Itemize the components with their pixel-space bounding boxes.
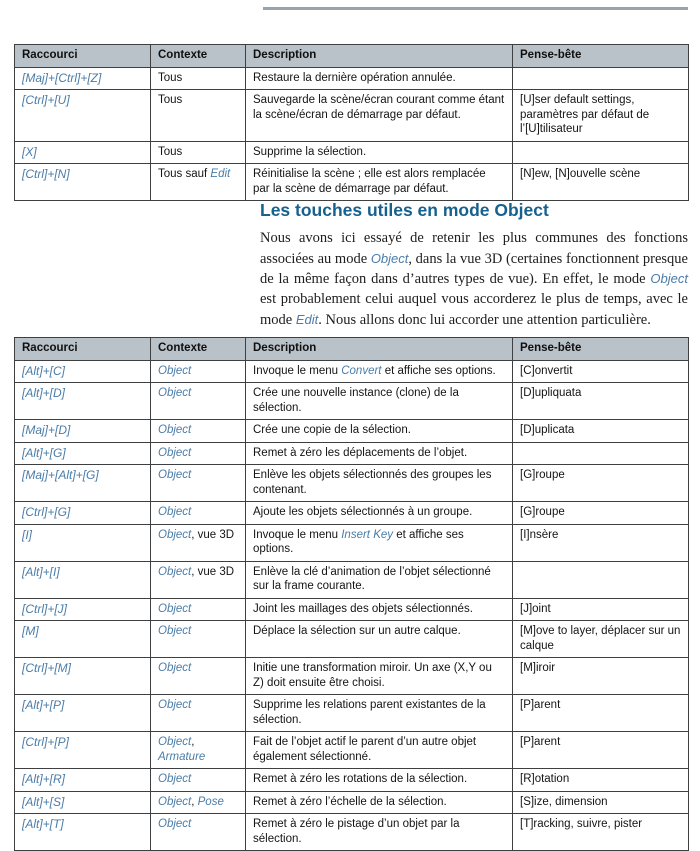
- section-heading: Les touches utiles en mode Object: [260, 200, 549, 220]
- emphasis-text: Object: [158, 699, 192, 711]
- column-header: Contexte: [151, 45, 246, 68]
- shortcut-cell: [Ctrl]+[U]: [15, 90, 151, 142]
- text-run: [I]nsère: [520, 528, 559, 541]
- column-header: Raccourci: [15, 338, 151, 361]
- table-row: [15, 732, 689, 769]
- text-run: [P]arent: [520, 699, 561, 711]
- mnemonic-cell: [513, 360, 689, 383]
- table-row: [15, 769, 689, 792]
- mnemonic-cell: [513, 442, 689, 465]
- description-cell: [246, 598, 513, 621]
- mnemonic-cell: [513, 561, 689, 598]
- shortcut-cell: [Maj]+[Alt]+[G]: [15, 465, 151, 502]
- table-row: [15, 383, 689, 420]
- description-cell: [246, 164, 513, 201]
- emphasis-text: Object: [650, 271, 688, 287]
- top-shortcut-table: [14, 44, 689, 201]
- text-run: Remet à zéro les déplacements de l’objet.: [253, 446, 468, 459]
- description-cell: [246, 383, 513, 420]
- table-row: [15, 598, 689, 621]
- header-row: [15, 338, 689, 361]
- text-run: Tous: [158, 145, 183, 158]
- shortcut-cell: [Ctrl]+[J]: [15, 598, 151, 621]
- text-run: . Nous allons donc lui accorder une attention particulière.: [318, 311, 651, 328]
- description-cell: [246, 561, 513, 598]
- text-run: [J]oint: [520, 602, 551, 615]
- text-run: [D]uplicata: [520, 424, 575, 436]
- object-mode-shortcut-table: [14, 337, 689, 851]
- text-run: est probablement celui auquel vous accorderez le plus de temps, avec le mode: [260, 291, 688, 328]
- table-row: [15, 658, 689, 695]
- table-row: [15, 141, 689, 164]
- text-run: , dans la vue 3D (certaines fonctionnent presque de la même façon dans d’autres types de vue). En effet, le mode: [260, 250, 688, 288]
- shortcut-cell: [Alt]+[P]: [15, 695, 151, 732]
- text-run: [U]ser default settings, paramètres par défaut de l’[U]tilisateur: [520, 94, 650, 135]
- description-cell: [246, 732, 513, 769]
- text-run: [M]iroir: [520, 662, 556, 674]
- emphasis-text: Object: [158, 602, 192, 615]
- text-run: Invoque le menu: [253, 528, 342, 541]
- table-row: [15, 420, 689, 443]
- table-row: [15, 621, 689, 658]
- mnemonic-cell: [513, 67, 689, 90]
- description-cell: [246, 769, 513, 792]
- shortcut-cell: [Ctrl]+[P]: [15, 732, 151, 769]
- text-run: Initie une transformation miroir. Un axe (X,Y ou Z) doit ensuite être choisi.: [253, 662, 492, 689]
- mnemonic-cell: [513, 658, 689, 695]
- column-header: Pense-bête: [513, 45, 689, 68]
- emphasis-text: Armature: [158, 750, 206, 763]
- section-divider-rule: [263, 7, 688, 10]
- description-cell: [246, 360, 513, 383]
- text-run: [G]roupe: [520, 469, 565, 481]
- text-run: [C]onvertit: [520, 364, 573, 377]
- emphasis-text: Object: [158, 773, 192, 785]
- context-cell: [151, 732, 246, 769]
- text-run: , vue 3D: [191, 565, 235, 578]
- text-run: Supprime les relations parent existantes de la sélection.: [253, 699, 486, 726]
- table-row: [15, 814, 689, 851]
- description-cell: [246, 814, 513, 851]
- text-run: ,: [191, 795, 198, 808]
- shortcut-cell: [Alt]+[D]: [15, 383, 151, 420]
- description-cell: [246, 524, 513, 561]
- shortcut-cell: [M]: [15, 621, 151, 658]
- emphasis-text: Convert: [341, 364, 382, 377]
- text-run: Supprime la sélection.: [253, 145, 367, 158]
- text-run: [N]ew, [N]ouvelle scène: [520, 168, 641, 180]
- column-header: Pense-bête: [513, 338, 689, 361]
- table-row: [15, 465, 689, 502]
- emphasis-text: Object: [158, 818, 192, 830]
- text-run: Enlève les objets sélectionnés des groupes les contenant.: [253, 469, 492, 496]
- text-run: et affiche ses options.: [381, 364, 496, 377]
- text-run: Remet à zéro les rotations de la sélection.: [253, 773, 468, 785]
- object-mode-shortcut-table-container: [14, 337, 689, 851]
- emphasis-text: Edit: [210, 168, 231, 180]
- context-cell: [151, 164, 246, 201]
- column-header: Description: [246, 338, 513, 361]
- mnemonic-cell: [513, 598, 689, 621]
- emphasis-text: Edit: [295, 311, 319, 327]
- text-run: Tous: [158, 94, 183, 106]
- shortcut-cell: [Ctrl]+[N]: [15, 164, 151, 201]
- shortcut-cell: [Alt]+[S]: [15, 791, 151, 814]
- text-run: , vue 3D: [191, 528, 235, 541]
- text-run: Réinitialise la scène ; elle est alors remplacée par la scène de démarrage par défaut.: [253, 168, 486, 195]
- mnemonic-cell: [513, 420, 689, 443]
- context-cell: [151, 141, 246, 164]
- text-run: Sauvegarde la scène/écran courant comme étant la scène/écran de démarrage par défaut.: [253, 94, 505, 121]
- context-cell: [151, 561, 246, 598]
- emphasis-text: Object: [158, 506, 192, 518]
- context-cell: [151, 360, 246, 383]
- description-cell: [246, 90, 513, 142]
- emphasis-text: Object: [158, 565, 192, 578]
- shortcut-cell: [Alt]+[I]: [15, 561, 151, 598]
- text-run: Crée une nouvelle instance (clone) de la sélection.: [253, 387, 459, 414]
- mnemonic-cell: [513, 621, 689, 658]
- description-cell: [246, 141, 513, 164]
- context-cell: [151, 658, 246, 695]
- table-row: [15, 360, 689, 383]
- context-cell: [151, 67, 246, 90]
- shortcut-cell: [Alt]+[T]: [15, 814, 151, 851]
- mnemonic-cell: [513, 814, 689, 851]
- mnemonic-cell: [513, 524, 689, 561]
- context-cell: [151, 598, 246, 621]
- text-run: Tous: [158, 71, 183, 84]
- context-cell: [151, 465, 246, 502]
- context-cell: [151, 791, 246, 814]
- text-run: Fait de l’objet actif le parent d’un autre objet également sélectionné.: [253, 736, 477, 763]
- context-cell: [151, 383, 246, 420]
- text-run: Crée une copie de la sélection.: [253, 424, 411, 436]
- text-run: Tous sauf: [158, 168, 211, 180]
- table-row: [15, 90, 689, 142]
- description-cell: [246, 465, 513, 502]
- table-row: [15, 502, 689, 525]
- emphasis-text: Object: [158, 625, 192, 637]
- mnemonic-cell: [513, 383, 689, 420]
- emphasis-text: Object: [158, 736, 192, 748]
- description-cell: [246, 502, 513, 525]
- emphasis-text: Object: [158, 364, 192, 377]
- mnemonic-cell: [513, 465, 689, 502]
- context-cell: [151, 420, 246, 443]
- context-cell: [151, 524, 246, 561]
- text-run: ,: [191, 736, 195, 748]
- emphasis-text: Object: [158, 795, 192, 808]
- context-cell: [151, 502, 246, 525]
- description-cell: [246, 791, 513, 814]
- table-row: [15, 695, 689, 732]
- table-row: [15, 561, 689, 598]
- mnemonic-cell: [513, 141, 689, 164]
- table-row: [15, 164, 689, 201]
- emphasis-text: Object: [158, 528, 192, 541]
- context-cell: [151, 621, 246, 658]
- emphasis-text: Object: [158, 446, 192, 459]
- mnemonic-cell: [513, 90, 689, 142]
- text-run: Restaure la dernière opération annulée.: [253, 71, 456, 84]
- emphasis-text: Object: [158, 424, 192, 436]
- text-run: Joint les maillages des objets sélectionnés.: [253, 602, 473, 615]
- description-cell: [246, 695, 513, 732]
- text-run: Déplace la sélection sur un autre calque.: [253, 625, 461, 637]
- shortcut-cell: [I]: [15, 524, 151, 561]
- shortcut-cell: [Maj]+[Ctrl]+[Z]: [15, 67, 151, 90]
- mnemonic-cell: [513, 164, 689, 201]
- context-cell: [151, 442, 246, 465]
- intro-paragraph: [260, 229, 688, 331]
- column-header: Contexte: [151, 338, 246, 361]
- shortcut-cell: [Alt]+[C]: [15, 360, 151, 383]
- mnemonic-cell: [513, 695, 689, 732]
- top-shortcut-table-container: [14, 44, 689, 201]
- emphasis-text: Object: [370, 250, 409, 266]
- context-cell: [151, 695, 246, 732]
- text-run: Enlève la clé d’animation de l’objet sélectionné sur la frame courante.: [253, 565, 491, 592]
- description-cell: [246, 658, 513, 695]
- mnemonic-cell: [513, 502, 689, 525]
- shortcut-cell: [Ctrl]+[M]: [15, 658, 151, 695]
- shortcut-cell: [Alt]+[R]: [15, 769, 151, 792]
- emphasis-text: Object: [158, 469, 192, 481]
- mnemonic-cell: [513, 769, 689, 792]
- description-cell: [246, 67, 513, 90]
- shortcut-cell: [Alt]+[G]: [15, 442, 151, 465]
- description-cell: [246, 442, 513, 465]
- emphasis-text: Object: [158, 662, 192, 674]
- text-run: [P]arent: [520, 736, 561, 748]
- text-run: Ajoute les objets sélectionnés à un groupe.: [253, 506, 473, 518]
- emphasis-text: Object: [158, 387, 192, 399]
- emphasis-text: Insert Key: [341, 528, 394, 541]
- shortcut-cell: [Ctrl]+[G]: [15, 502, 151, 525]
- header-row: [15, 45, 689, 68]
- column-header: Description: [246, 45, 513, 68]
- context-cell: [151, 90, 246, 142]
- text-run: Invoque le menu: [253, 364, 342, 377]
- column-header: Raccourci: [15, 45, 151, 68]
- context-cell: [151, 769, 246, 792]
- description-cell: [246, 420, 513, 443]
- text-run: [R]otation: [520, 773, 570, 785]
- text-run: Remet à zéro l’échelle de la sélection.: [253, 795, 447, 808]
- description-cell: [246, 621, 513, 658]
- text-run: [D]upliquata: [520, 387, 582, 399]
- text-run: [S]ize, dimension: [520, 795, 608, 808]
- table-row: [15, 524, 689, 561]
- table-row: [15, 442, 689, 465]
- text-run: [G]roupe: [520, 506, 565, 518]
- text-run: Remet à zéro le pistage d’un objet par la sélection.: [253, 818, 460, 845]
- table-row: [15, 67, 689, 90]
- mnemonic-cell: [513, 791, 689, 814]
- context-cell: [151, 814, 246, 851]
- text-run: Nous avons ici essayé de retenir les plus communes des fonctions associées au mode: [260, 230, 688, 267]
- shortcut-cell: [X]: [15, 141, 151, 164]
- table-row: [15, 791, 689, 814]
- text-run: [T]racking, suivre, pister: [520, 818, 643, 830]
- emphasis-text: Pose: [197, 795, 224, 808]
- text-run: [M]ove to layer, déplacer sur un calque: [520, 625, 681, 652]
- mnemonic-cell: [513, 732, 689, 769]
- text-run: et affiche ses options.: [253, 528, 464, 555]
- shortcut-cell: [Maj]+[D]: [15, 420, 151, 443]
